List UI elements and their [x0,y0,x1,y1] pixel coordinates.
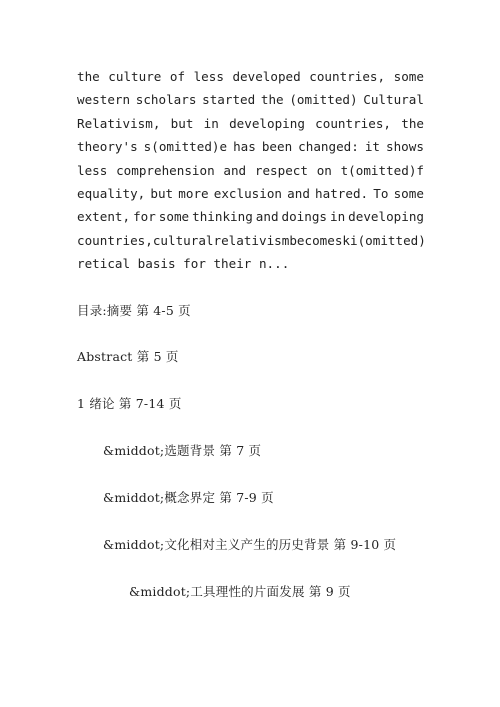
paragraph-line-3: Relativism, but in developing countries, the [77,115,424,131]
toc-subsection-rationality: &middot;工具理性的片面发展 第 9 页 [129,584,351,599]
toc-title-abstract-cn: 目录:摘要 第 4-5 页 [77,303,191,318]
paragraph-line-1: the culture of less developed countries, some [77,69,424,84]
toc-section-concepts: &middot;概念界定 第 7-9 页 [103,490,274,505]
paragraph-line-6: equality, but more exclusion and hatred. To some [77,185,424,201]
paragraph-line-8: countries, cultural relativism becomes ki(omitted) [77,232,426,248]
paragraph-line-9: retical basis for their n... [77,256,290,272]
toc-section-background: &middot;选题背景 第 7 页 [103,443,262,458]
paragraph-line-7: extent, for some thinking and doings in developing [77,209,424,225]
toc-chapter-1: 1 绪论 第 7-14 页 [77,396,182,411]
paragraph-line-2: western scholars started the (omitted) Cultural [77,92,424,108]
paragraph-line-5: less comprehension and respect on t(omitted)f [77,162,424,178]
toc-section-history: &middot;文化相对主义产生的历史背景 第 9-10 页 [103,537,397,552]
abstract-paragraph [77,65,424,276]
toc-abstract-en: Abstract 第 5 页 [77,349,179,364]
paragraph-line-4: theory's s(omitted)e has been changed: it shows [77,139,424,155]
